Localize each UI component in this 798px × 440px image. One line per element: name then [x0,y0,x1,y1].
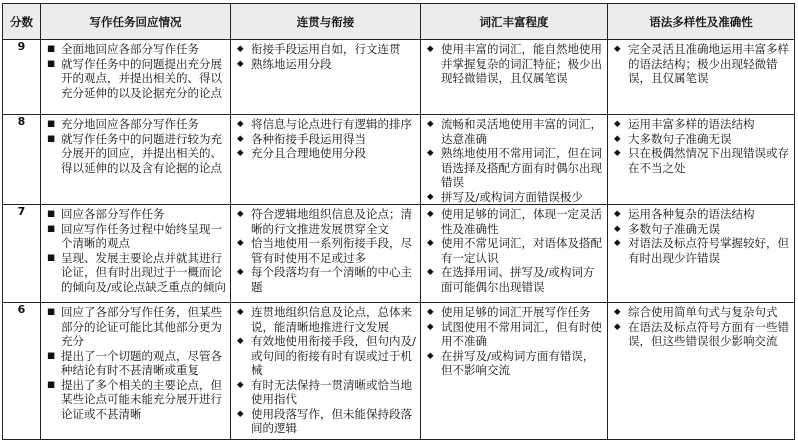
task-response-cell [41,205,231,303]
diamond-bullet-icon: ◆ [237,148,244,158]
list-item [427,349,603,378]
list-item [614,320,790,349]
header-row [3,4,795,40]
list-item [614,236,790,265]
list-item [237,207,416,236]
descriptor-text: 在选择用词、拼写及/或构词方面可能偶尔出现错误 [441,265,595,294]
header-grammar: 语法多样性及准确性 [608,4,795,40]
diamond-bullet-icon: ◆ [614,238,621,248]
grammar-list [614,42,790,86]
grammar-cell [608,303,795,440]
header-coherence: 连贯与衔接 [231,4,421,40]
descriptor-text: 有时无法保持一贯清晰或恰当地使用指代 [251,377,412,406]
task-response-cell [41,303,231,440]
descriptor-text: 使用足够的词汇，体现一定灵活性及准确性 [441,207,602,236]
diamond-bullet-icon: ◆ [427,350,434,361]
descriptor-text: 试图使用不常用词汇，但有时使用不准确 [441,319,602,348]
list-item [237,42,416,57]
lexical-cell [421,205,608,303]
list-item [47,305,226,349]
diamond-bullet-icon: ◆ [614,119,621,129]
coherence-cell [231,303,421,440]
descriptor-text: 在拼写及/或构词方面有错误，但不影响交流 [441,348,595,377]
descriptor-text: 熟练地运用分段 [251,56,332,71]
diamond-bullet-icon: ◆ [427,148,434,158]
descriptor-text: 综合使用简单句式与复杂句式 [628,305,778,319]
band-score: 8 [3,115,41,205]
diamond-bullet-icon: ◆ [237,209,244,219]
list-item [427,320,603,349]
lexical-list [427,207,603,294]
diamond-bullet-icon: ◆ [614,133,621,144]
diamond-bullet-icon: ◆ [427,267,434,277]
descriptor-text: 充分且合理地使用分段 [251,146,366,160]
diamond-bullet-icon: ◆ [427,44,434,54]
lexical-list [427,117,603,204]
diamond-bullet-icon: ◆ [614,44,621,54]
diamond-bullet-icon: ◆ [237,44,244,54]
square-bullet-icon: ■ [47,350,56,361]
descriptor-text: 拼写及/或构词方面错误极少 [441,189,583,204]
diamond-bullet-icon: ◆ [427,209,434,219]
band-score: 6 [3,303,41,440]
list-item [237,132,416,147]
lexical-cell [421,303,608,440]
task-response-list [47,42,226,100]
diamond-bullet-icon: ◆ [614,307,621,317]
diamond-bullet-icon: ◆ [237,336,244,346]
descriptor-text: 使用丰富的词汇，能自然地使用并掌握复杂的词汇特征；极少出现轻微错误，且仅属笔误 [441,42,602,85]
list-item [47,222,226,251]
list-item [427,117,603,146]
list-item [427,305,603,320]
list-item [427,146,603,190]
diamond-bullet-icon: ◆ [427,321,434,332]
descriptor-text: 熟练地使用不常用词汇，但在词语选择及搭配方面有时偶尔出现错误 [441,146,602,189]
grammar-cell [608,40,795,115]
descriptor-text: 连贯地组织信息及论点，总体来说，能清晰地推进行文发展 [251,305,412,334]
descriptor-text: 提出了一个切题的观点，尽管各种结论有时不甚清晰或重复 [61,348,222,377]
list-item [237,378,416,407]
table-row [3,303,795,440]
band-descriptor-table [2,3,795,440]
task-response-list [47,305,226,421]
list-item [614,146,790,175]
descriptor-text: 流畅和灵活地使用丰富的词汇，达意准确 [441,117,602,146]
list-item [614,42,790,86]
diamond-bullet-icon: ◆ [427,119,434,129]
task-response-list [47,207,226,294]
grammar-cell [608,115,795,205]
task-response-cell [41,40,231,115]
diamond-bullet-icon: ◆ [237,133,244,144]
descriptor-text: 全面地回应各部分写作任务 [61,42,199,56]
list-item [47,207,226,222]
descriptor-text: 大多数句子准确无误 [628,131,732,146]
list-item [47,57,226,101]
descriptor-text: 将信息与论点进行有逻辑的排序 [251,117,412,131]
list-item [237,407,416,436]
diamond-bullet-icon: ◆ [237,379,244,390]
diamond-bullet-icon: ◆ [614,148,621,158]
list-item [614,305,790,320]
coherence-cell [231,205,421,303]
descriptor-text: 在语法及标点符号方面有一些错误，但这些错误很少影响交流 [628,319,789,348]
lexical-cell [421,115,608,205]
task-response-cell [41,115,231,205]
coherence-list [237,207,416,294]
descriptor-text: 使用不常见词汇，对语体及搭配有一定认识 [441,236,602,265]
list-item [47,42,226,57]
square-bullet-icon: ■ [47,209,56,219]
lexical-list [427,42,603,86]
grammar-list [614,117,790,175]
header-lexical: 词汇丰富程度 [421,4,608,40]
descriptor-text: 完全灵活且准确地运用丰富多样的语法结构；极少出现轻微错误，且仅属笔误 [628,42,789,85]
square-bullet-icon: ■ [47,58,56,69]
descriptor-text: 衔接手段运用自如，行文连贯 [251,42,401,56]
header-task-response: 写作任务回应情况 [41,4,231,40]
diamond-bullet-icon: ◆ [427,191,434,202]
square-bullet-icon: ■ [47,133,56,144]
list-item [47,349,226,378]
list-item [47,251,226,295]
list-item [237,265,416,294]
square-bullet-icon: ■ [47,379,56,390]
descriptor-text: 各种衔接手段运用得当 [251,131,366,146]
list-item [237,117,416,132]
table-row [3,115,795,205]
list-item [237,334,416,378]
square-bullet-icon: ■ [47,307,56,317]
list-item [614,132,790,147]
descriptor-text: 使用段落写作，但未能保持段落间的逻辑 [251,406,412,435]
descriptor-text: 回应各部分写作任务 [61,207,165,221]
square-bullet-icon: ■ [47,119,56,129]
diamond-bullet-icon: ◆ [614,223,621,234]
diamond-bullet-icon: ◆ [614,321,621,332]
list-item [427,236,603,265]
lexical-list [427,305,603,378]
list-item [427,190,603,205]
descriptor-text: 提出了多个相关的主要论点，但某些论点可能未能充分展开进行论证或不甚清晰 [61,377,222,421]
band-score: 9 [3,40,41,115]
descriptor-text: 每个段落均有一个清晰的中心主题 [251,265,412,294]
coherence-list [237,305,416,436]
diamond-bullet-icon: ◆ [427,307,434,317]
list-item [237,305,416,334]
diamond-bullet-icon: ◆ [237,238,244,248]
descriptor-text: 符合逻辑地组织信息及论点；清晰的行文推进发展贯穿全文 [251,207,412,236]
list-item [237,57,416,72]
list-item [427,207,603,236]
list-item [237,236,416,265]
list-item [614,207,790,222]
diamond-bullet-icon: ◆ [614,209,621,219]
diamond-bullet-icon: ◆ [237,119,244,129]
task-response-list [47,117,226,175]
lexical-cell [421,40,608,115]
diamond-bullet-icon: ◆ [237,267,244,277]
grammar-list [614,305,790,349]
square-bullet-icon: ■ [47,223,56,234]
descriptor-text: 使用足够的词汇开展写作任务 [441,305,591,319]
descriptor-text: 回应了各部分写作任务，但某些部分的论证可能比其他部分更为充分 [61,305,222,348]
descriptor-text: 回应写作任务过程中始终呈现一个清晰的观点 [61,221,222,250]
diamond-bullet-icon: ◆ [427,238,434,248]
coherence-list [237,117,416,161]
table-row [3,40,795,115]
descriptor-text: 恰当地使用一系列衔接手段，尽管有时使用不足或过多 [251,236,412,265]
list-item [427,265,603,294]
coherence-list [237,42,416,71]
list-item [47,132,226,176]
list-item [427,42,603,86]
band-score: 7 [3,205,41,303]
diamond-bullet-icon: ◆ [237,58,244,69]
grammar-cell [608,205,795,303]
list-item [47,378,226,422]
descriptor-text: 呈现、发展主要论点并就其进行论证，但有时出现过于一概而论的倾向及/或论点缺乏重点的倾向 [61,250,226,294]
coherence-cell [231,115,421,205]
table-row [3,205,795,303]
descriptor-text: 就写作任务中的问题提出充分展开的观点，并提出相关的、得以充分延伸的以及论据充分的论点 [61,56,222,100]
diamond-bullet-icon: ◆ [237,307,244,317]
list-item [237,146,416,161]
descriptor-text: 就写作任务中的问题进行较为充分展开的回应，并提出相关的、得以延伸的以及含有论据的论点 [61,131,222,175]
descriptor-text: 对语法及标点符号掌握较好，但有时出现少许错误 [628,236,789,265]
grammar-list [614,207,790,265]
header-band: 分数 [3,4,41,40]
coherence-cell [231,40,421,115]
square-bullet-icon: ■ [47,44,56,54]
descriptor-text: 多数句子准确无误 [628,221,720,236]
list-item [47,117,226,132]
descriptor-text: 运用各种复杂的语法结构 [628,207,755,221]
square-bullet-icon: ■ [47,252,56,263]
descriptor-text: 只在极偶然情况下出现错误或存在不当之处 [628,146,789,175]
list-item [614,222,790,237]
descriptor-text: 运用丰富多样的语法结构 [628,117,755,131]
descriptor-text: 充分地回应各部分写作任务 [61,117,199,131]
diamond-bullet-icon: ◆ [237,408,244,419]
list-item [614,117,790,132]
descriptor-text: 有效地使用衔接手段，但句内及/或句间的衔接有时有误或过于机械 [251,334,416,377]
